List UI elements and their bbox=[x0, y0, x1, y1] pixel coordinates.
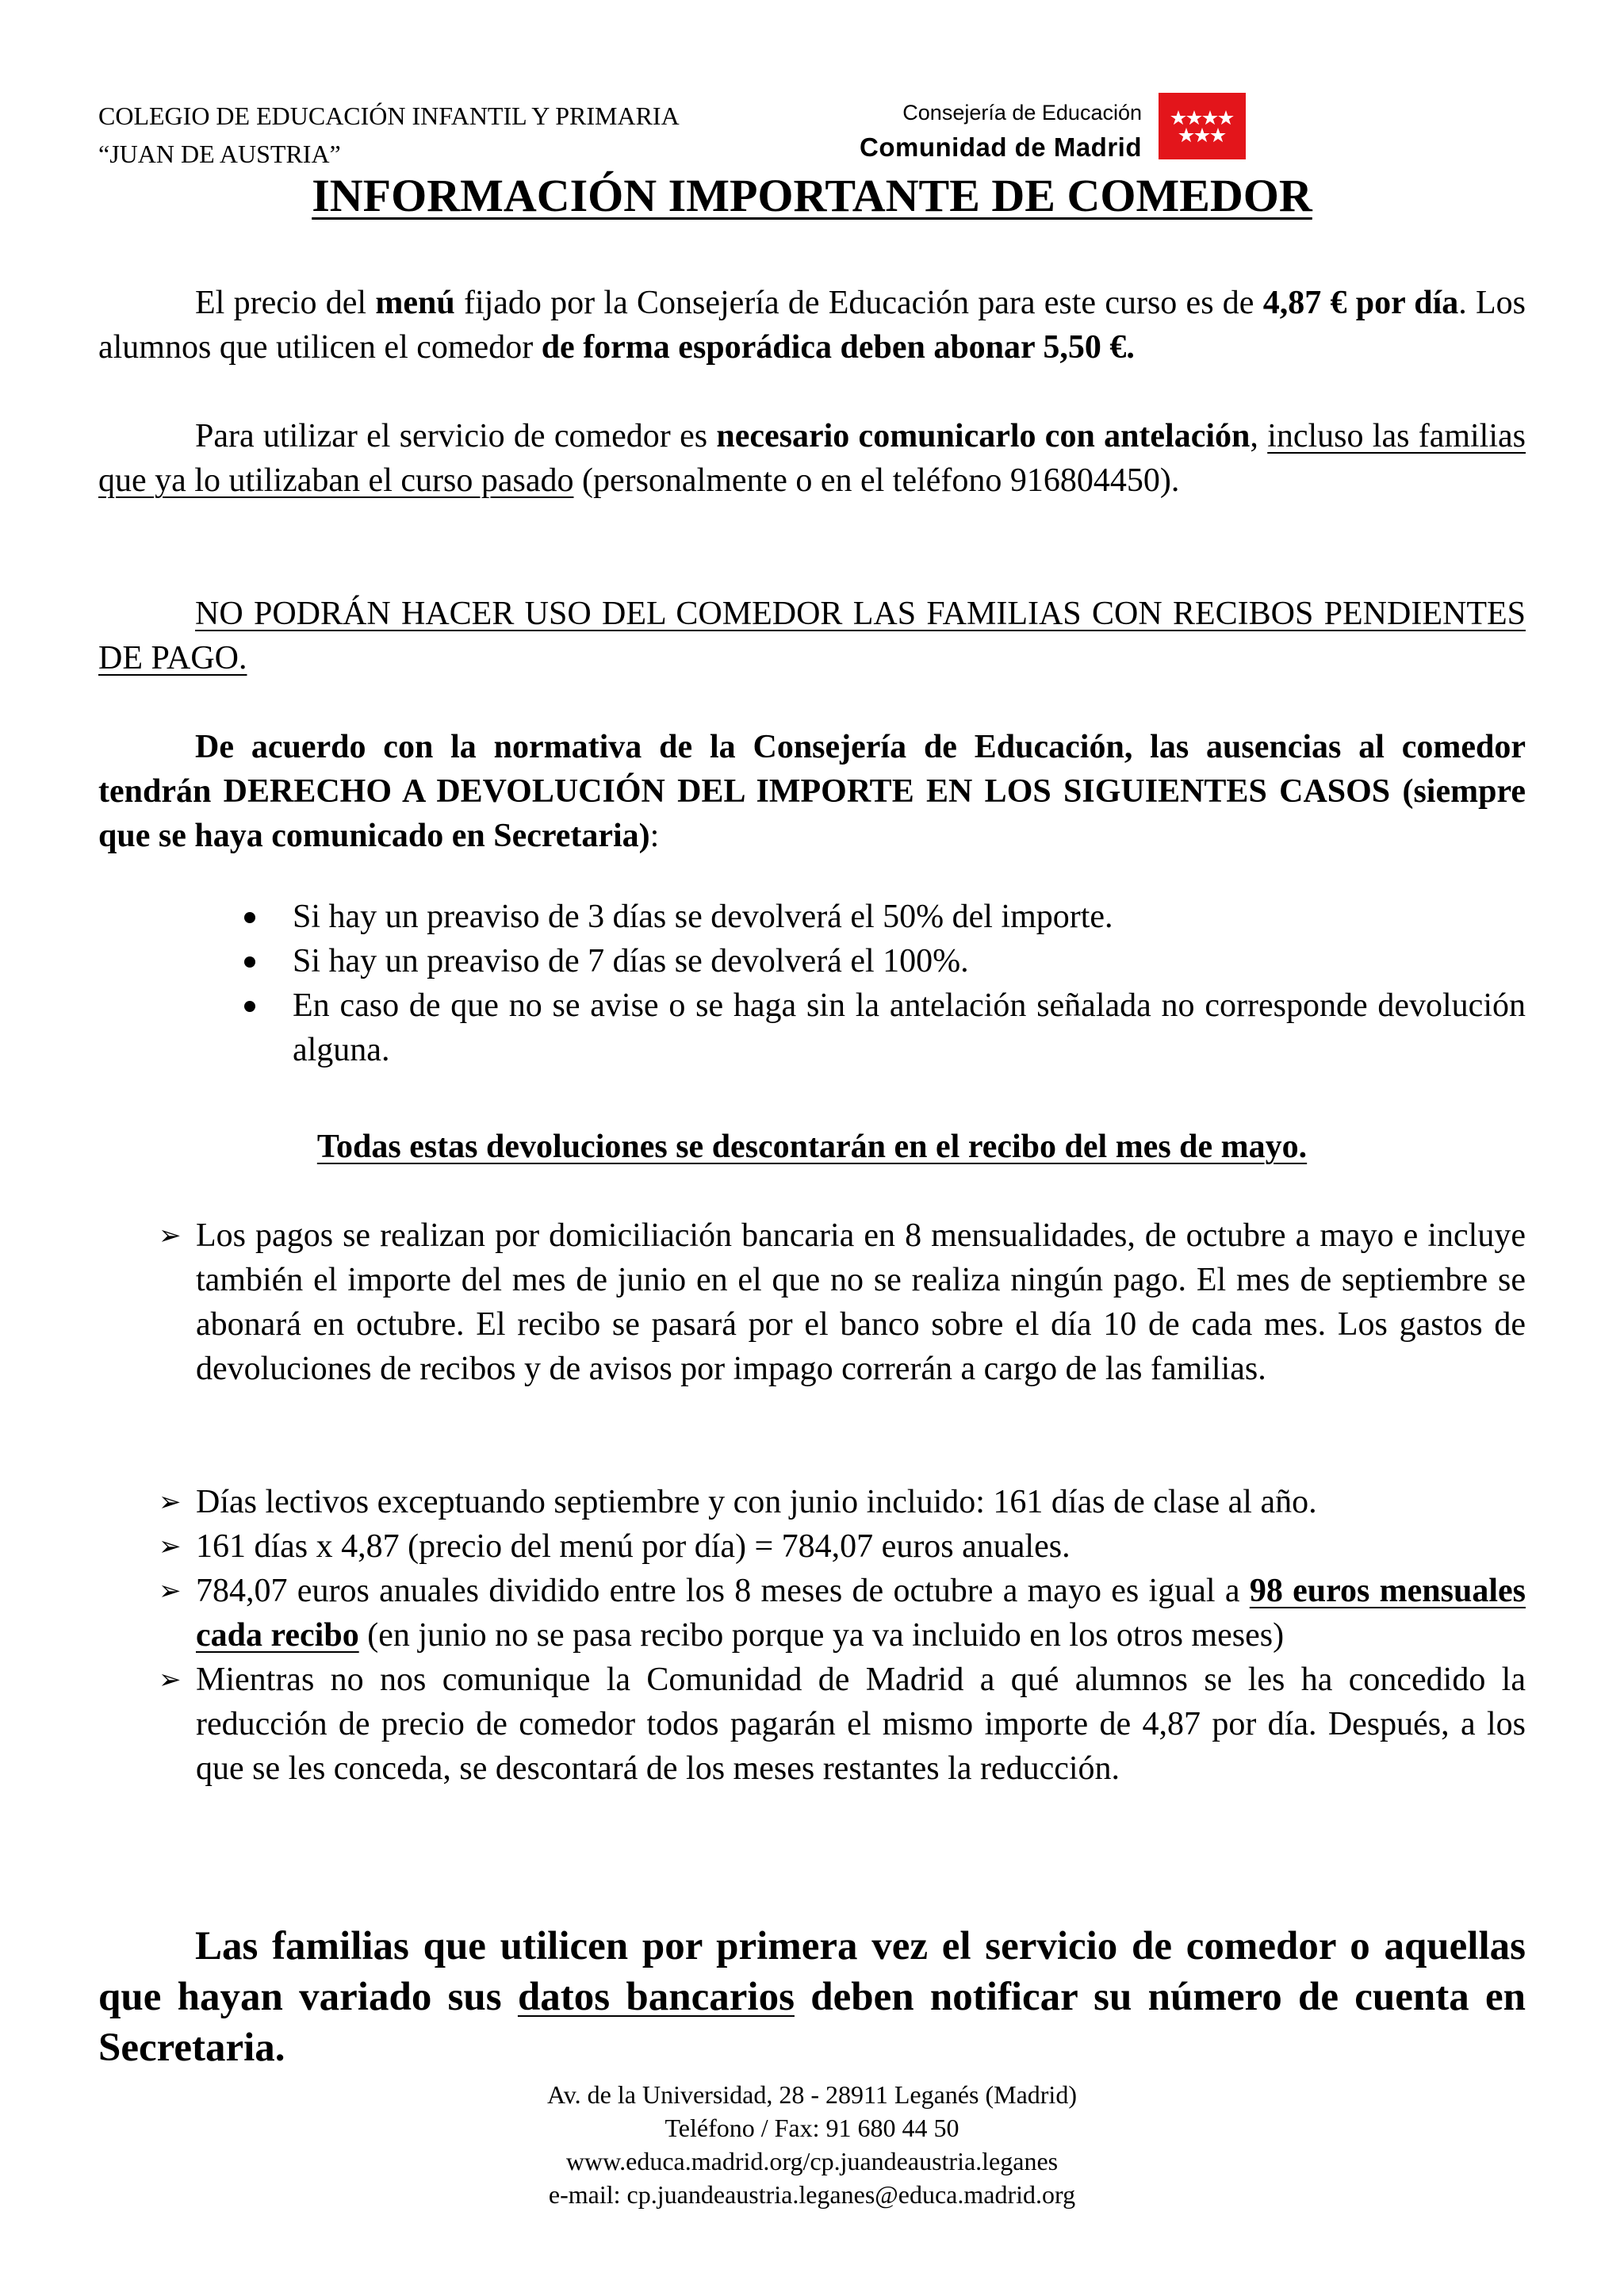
school-name-line: COLEGIO DE EDUCACIÓN INFANTIL Y PRIMARIA bbox=[98, 102, 680, 130]
consejeria-header bbox=[793, 97, 1142, 167]
arrow-bullet-icon: ➢ bbox=[159, 1575, 182, 1607]
footer-website: www.educa.madrid.org/cp.juandeaustria.leganes bbox=[565, 2147, 1059, 2175]
arrow-bullet-icon: ➢ bbox=[159, 1664, 182, 1696]
calculation-info bbox=[98, 1480, 1526, 1791]
arrow-bullet-icon: ➢ bbox=[159, 1220, 182, 1251]
footer-contact bbox=[98, 2078, 1526, 2211]
school-quote-name: “JUAN DE AUSTRIA” bbox=[98, 140, 341, 168]
consejeria-label: Consejería de Educación bbox=[902, 101, 1142, 125]
payments-info bbox=[98, 1213, 1526, 1391]
list-item: ➢ Mientras no nos comunique la Comunidad de Madrid a qué alumnos se les ha concedido la reducción de precio de comedor todos pagarán el mismo importe de 4,87 por día. Después, a los que se les conceda, se descontará de los meses restantes la reducción. bbox=[98, 1658, 1526, 1791]
school-header bbox=[98, 97, 680, 173]
arrow-bullet-icon: ➢ bbox=[159, 1486, 182, 1518]
menu-price-paragraph: El precio del menú fijado por la Consejería de Educación para este curso es de 4,87 € por día. Los alumnos que utilicen el comedor de forma esporádica deben abonar 5,50 €. bbox=[98, 285, 1526, 366]
list-item: En caso de que no se avise o se haga sin la antelación señalada no corresponde devolución alguna. bbox=[98, 983, 1526, 1072]
refund-rules-paragraph: De acuerdo con la normativa de la Consejería de Educación, las ausencias al comedor tendrán DERECHO A DEVOLUCIÓN DEL IMPORTE EN LOS SIGUIENTES CASOS (siempre que se haya comunicado en Secretaria): bbox=[98, 729, 1526, 854]
list-item: ➢ Los pagos se realizan por domiciliación bancaria en 8 mensualidades, de octubre a mayo e incluye también el importe del mes de junio en el que no se realiza ningún pago. El mes de septiembre se abonará en octubre. El recibo se pasará por el banco sobre el día 10 de cada mes. Los gastos de devoluciones de recibos y de avisos por impago correrán a cargo de las familias. bbox=[98, 1213, 1526, 1391]
page-title: INFORMACIÓN IMPORTANTE DE COMEDOR bbox=[312, 170, 1312, 221]
list-item: ➢ Días lectivos exceptuando septiembre y con junio incluido: 161 días de clase al año. bbox=[98, 1480, 1526, 1524]
bullet-icon bbox=[244, 912, 255, 923]
list-item: ➢ 161 días x 4,87 (precio del menú por día) = 784,07 euros anuales. bbox=[98, 1524, 1526, 1569]
stars-icon bbox=[1159, 93, 1246, 159]
notice-paragraph: Para utilizar el servicio de comedor es necesario comunicarlo con antelación, incluso las familias que ya lo utilizaban el curso pasado (personalmente o en el teléfono 916804450). bbox=[98, 418, 1526, 499]
list-item: Si hay un preaviso de 3 días se devolverá el 50% del importe. bbox=[98, 895, 1526, 939]
footer-address: Av. de la Universidad, 28 - 28911 Leganés (Madrid) bbox=[547, 2080, 1077, 2109]
madrid-flag-logo bbox=[1159, 93, 1246, 159]
list-item: ➢ 784,07 euros anuales dividido entre los 8 meses de octubre a mayo es igual a 98 euros mensuales cada recibo (en junio no se pasa recibo porque ya va incluido en los otros meses) bbox=[98, 1569, 1526, 1658]
bullet-icon bbox=[244, 1001, 255, 1012]
pending-receipts-paragraph: NO PODRÁN HACER USO DEL COMEDOR LAS FAMILIAS CON RECIBOS PENDIENTES DE PAGO. bbox=[98, 596, 1526, 677]
refund-cases-list bbox=[98, 895, 1526, 1072]
footer-phone: Teléfono / Fax: 91 680 44 50 bbox=[665, 2114, 959, 2142]
bank-details-notice: Las familias que utilicen por primera vez el servicio de comedor o aquellas que hayan variado sus datos bancarios deben notificar su número de cuenta en Secretaria. bbox=[98, 1924, 1526, 2070]
list-item: Si hay un preaviso de 7 días se devolverá el 100%. bbox=[98, 939, 1526, 983]
comunidad-label: Comunidad de Madrid bbox=[860, 132, 1142, 162]
footer-email: e-mail: cp.juandeaustria.leganes@educa.madrid.org bbox=[548, 2180, 1076, 2209]
arrow-bullet-icon: ➢ bbox=[159, 1531, 182, 1562]
bullet-icon bbox=[244, 956, 255, 968]
devoluciones-note: Todas estas devoluciones se descontarán en el recibo del mes de mayo. bbox=[316, 1129, 1308, 1165]
